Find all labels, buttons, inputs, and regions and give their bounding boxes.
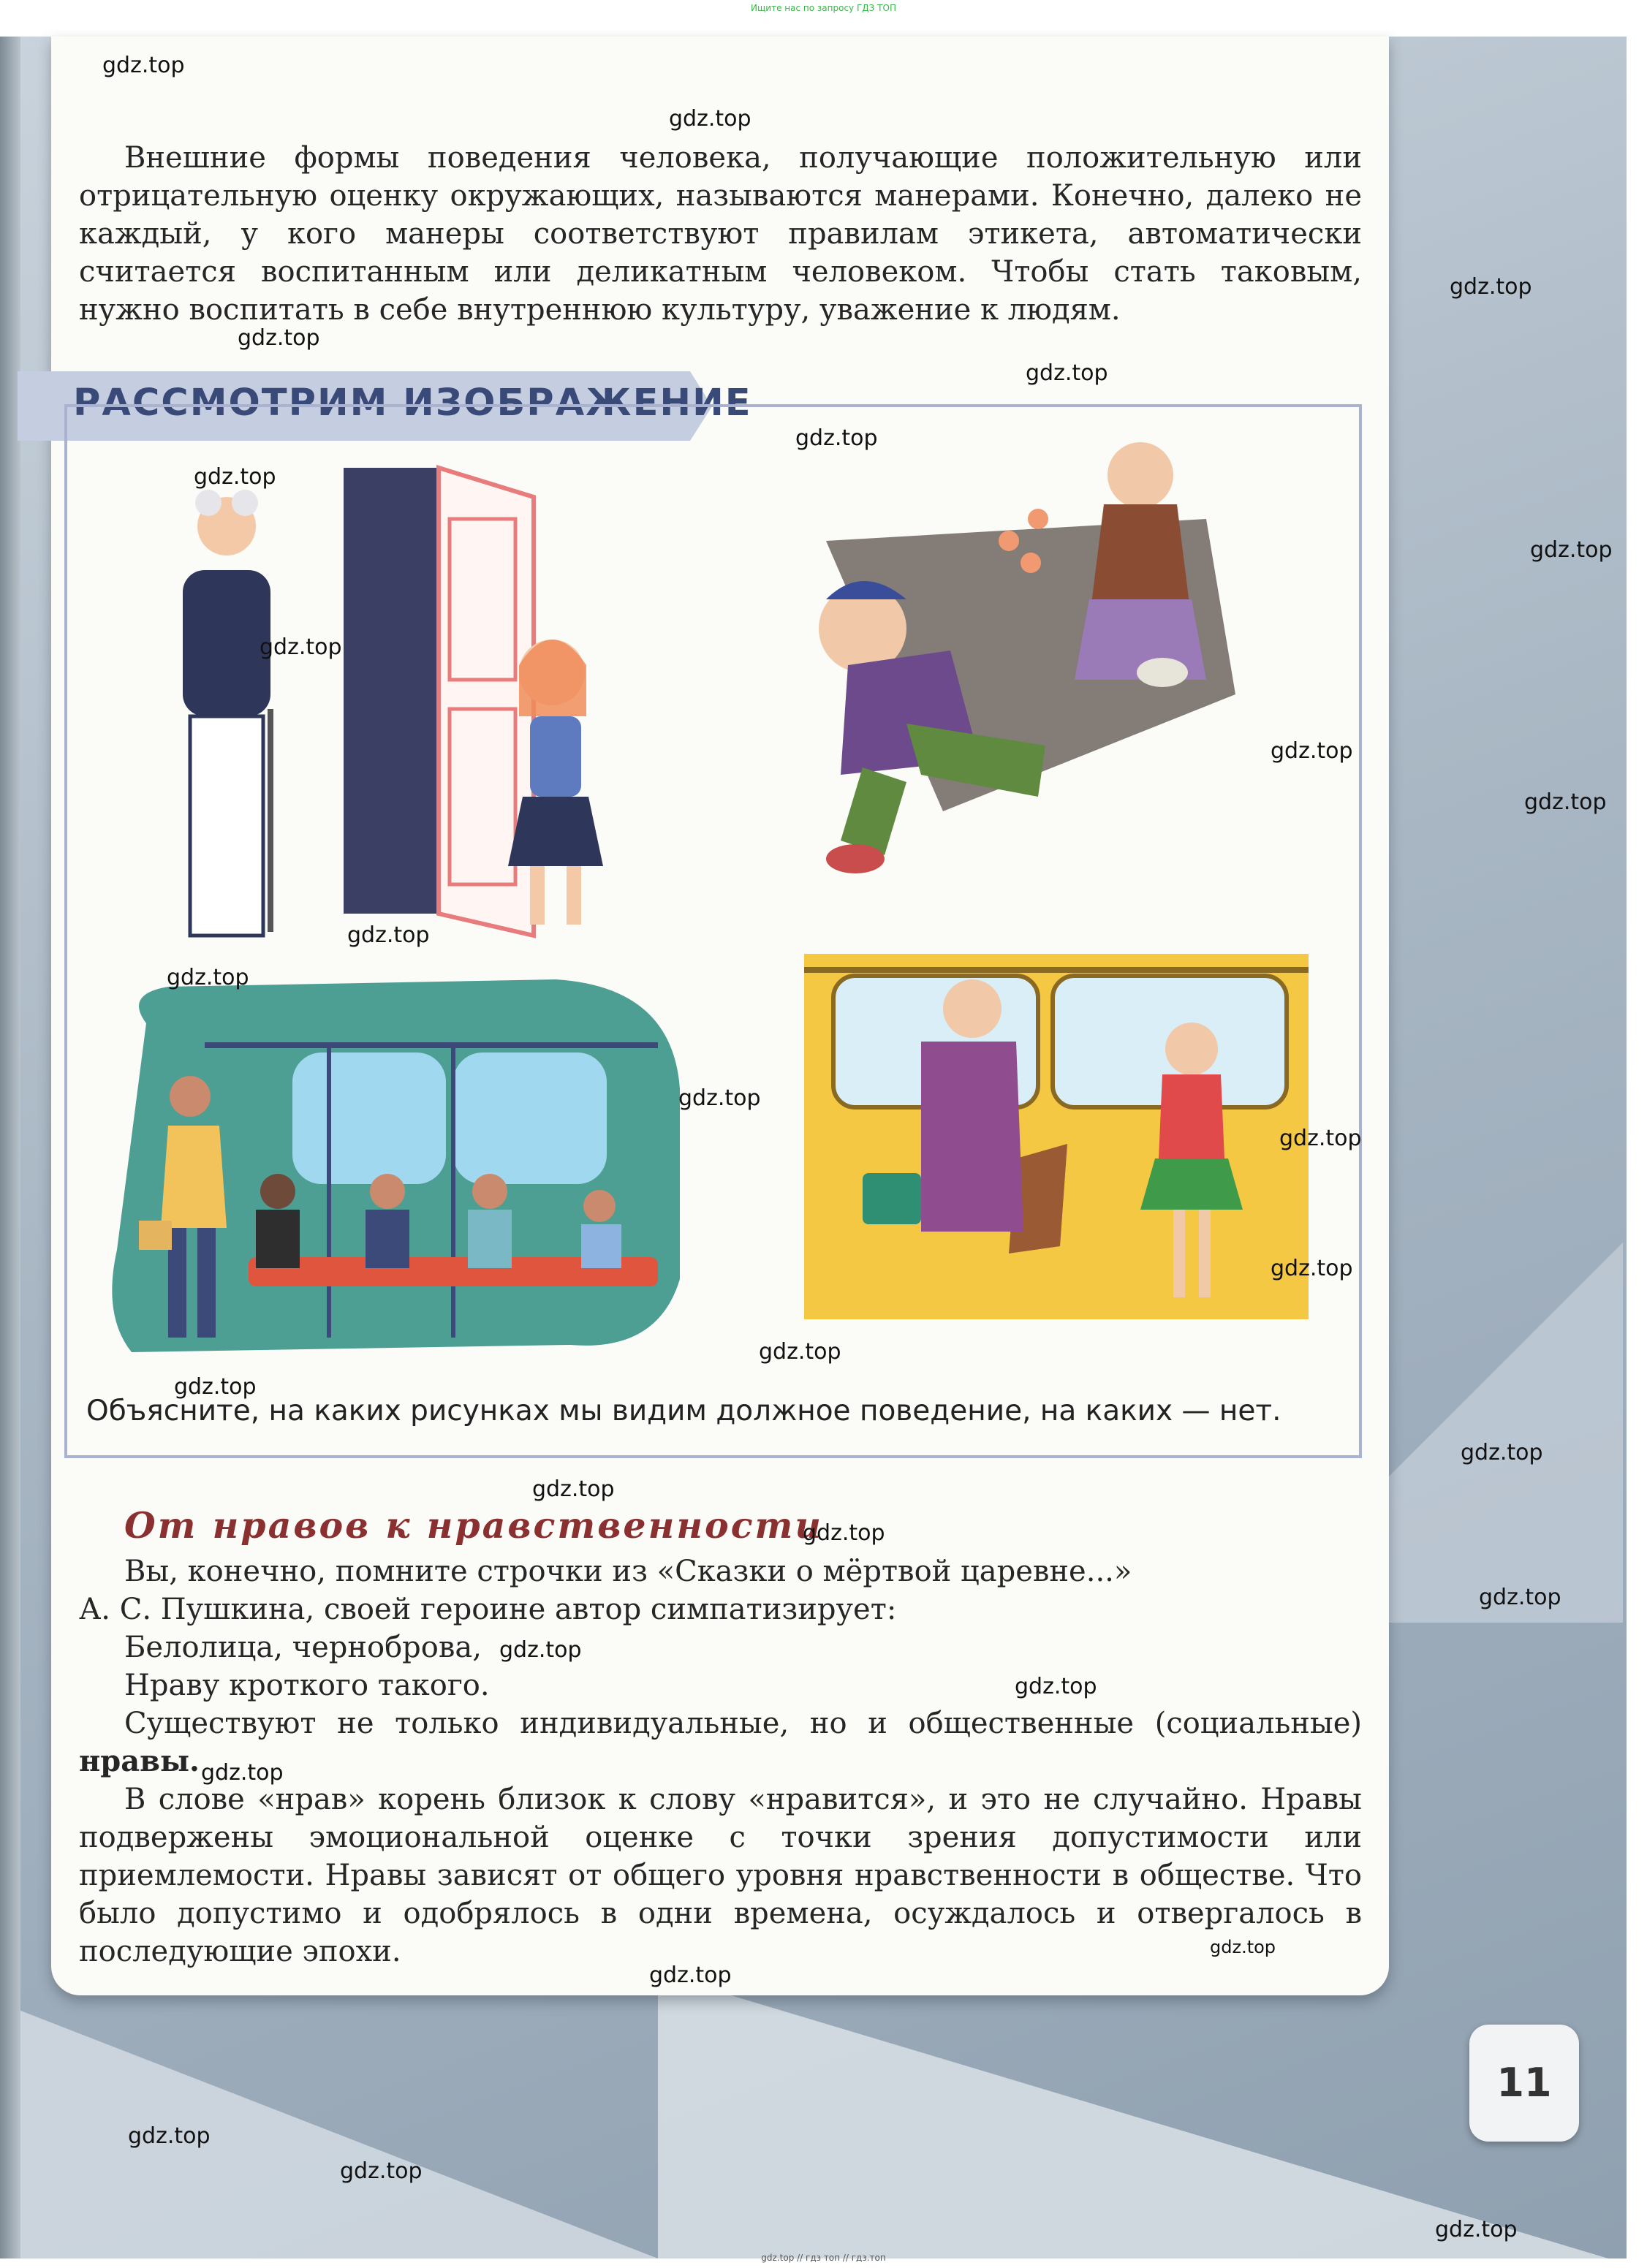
watermark: gdz.top xyxy=(102,53,185,78)
top-note: Ищите нас по запросу ГДЗ ТОП xyxy=(751,3,896,13)
watermark: gdz.top xyxy=(759,1339,841,1365)
watermark: gdz.top xyxy=(347,922,430,948)
watermark: gdz.top xyxy=(1530,537,1613,563)
illustration-seat-offer xyxy=(804,954,1309,1319)
background-shape xyxy=(0,2003,658,2258)
page-spine-shadow xyxy=(0,37,20,2258)
watermark: gdz.top xyxy=(128,2123,211,2149)
paragraph-text: В слове «нрав» корень близок к слову «нравится», и это не случайно. Нравы подвержены эмоциональной оценке с точки зрения допустимости или приемлемости. Нравы зависят от общего уровня нравственности в обществе. Что было допустимо и одобрялось в одни времена, осуждалось и отвергалось в последующие эпохи. xyxy=(79,1783,1362,1968)
watermark: gdz.top xyxy=(340,2158,423,2184)
grandmother-head xyxy=(943,979,1002,1038)
watermark: gdz.top xyxy=(167,965,249,990)
paragraph-text-part: Существуют не только индивидуальные, но и общественные (социальные) xyxy=(124,1707,1362,1740)
illustration-door-holding xyxy=(154,468,629,936)
watermark: gdz.top xyxy=(1015,1674,1097,1699)
woman-head xyxy=(1108,442,1173,508)
watermark: gdz.top xyxy=(1450,274,1532,300)
paragraph-text: Вы, конечно, помните строчки из «Сказки о мёртвой царевне...» xyxy=(124,1555,1132,1588)
watermark: gdz.top xyxy=(669,106,751,132)
watermark: gdz.top xyxy=(174,1374,257,1400)
term-bold: нравы. xyxy=(79,1744,200,1778)
watermark: gdz.top xyxy=(194,464,276,490)
section-title: РАССМОТРИМ ИЗОБРАЖЕНИЕ xyxy=(73,382,752,425)
paragraph-text: А. С. Пушкина, своей героине автор симпатизирует: xyxy=(79,1593,897,1626)
paragraph-manners xyxy=(79,139,1362,329)
watermark: gdz.top xyxy=(649,1962,732,1988)
illustration-running-boy xyxy=(797,431,1250,884)
grandmother-body xyxy=(921,1042,1023,1232)
watermark: gdz.top xyxy=(803,1520,885,1546)
section-heading: От нравов к нравственности xyxy=(124,1504,824,1547)
illustration-caption: Объясните, на каких рисунках мы видим должное поведение, на каких — нет. xyxy=(86,1395,1281,1427)
background-shape xyxy=(658,1973,1608,2258)
paragraph-text: Внешние формы поведения человека, получающие положительную или отрицательную оценку окружающих, называются манерами. Конечно, далеко не каждый, у кого манеры соответствуют правилам этикета, автоматически считается воспитанным или деликатным человеком. Чтобы стать таковым, нужно воспитать в себе внутреннюю культуру, уважение к людям. xyxy=(79,141,1362,327)
watermark: gdz.top xyxy=(1271,1256,1353,1281)
watermark: gdz.top xyxy=(1210,1937,1276,1957)
watermark: gdz.top xyxy=(1435,2217,1518,2242)
standing-woman-body xyxy=(161,1126,227,1228)
poem-line: Белолица, черноброва, xyxy=(124,1631,482,1664)
watermark: gdz.top xyxy=(1279,1126,1362,1151)
watermark: gdz.top xyxy=(1479,1585,1561,1610)
watermark: gdz.top xyxy=(532,1476,615,1502)
girl-head xyxy=(1165,1023,1218,1075)
watermark: gdz.top xyxy=(1271,738,1353,764)
watermark: gdz.top xyxy=(678,1085,761,1111)
watermark: gdz.top xyxy=(201,1760,284,1786)
watermark: gdz.top xyxy=(1026,360,1108,386)
watermark: gdz.top xyxy=(499,1637,582,1663)
watermark: gdz.top xyxy=(238,325,320,351)
standing-woman-head xyxy=(170,1076,211,1117)
illustration-subway-passengers xyxy=(102,972,687,1352)
watermark: gdz.top xyxy=(1461,1440,1543,1465)
girl-body xyxy=(530,716,581,797)
watermark: gdz.top xyxy=(260,634,342,660)
girl-body xyxy=(1159,1074,1224,1158)
old-man-body xyxy=(183,570,270,716)
watermark: gdz.top xyxy=(795,425,878,451)
poem-line: Нраву кроткого такого. xyxy=(124,1669,490,1702)
page-number: 11 xyxy=(1469,2025,1579,2142)
watermark: gdz.top xyxy=(1524,789,1607,815)
door-frame xyxy=(344,468,439,914)
bottom-note: gdz.top // гдз топ // гдз.топ xyxy=(761,2253,886,2263)
